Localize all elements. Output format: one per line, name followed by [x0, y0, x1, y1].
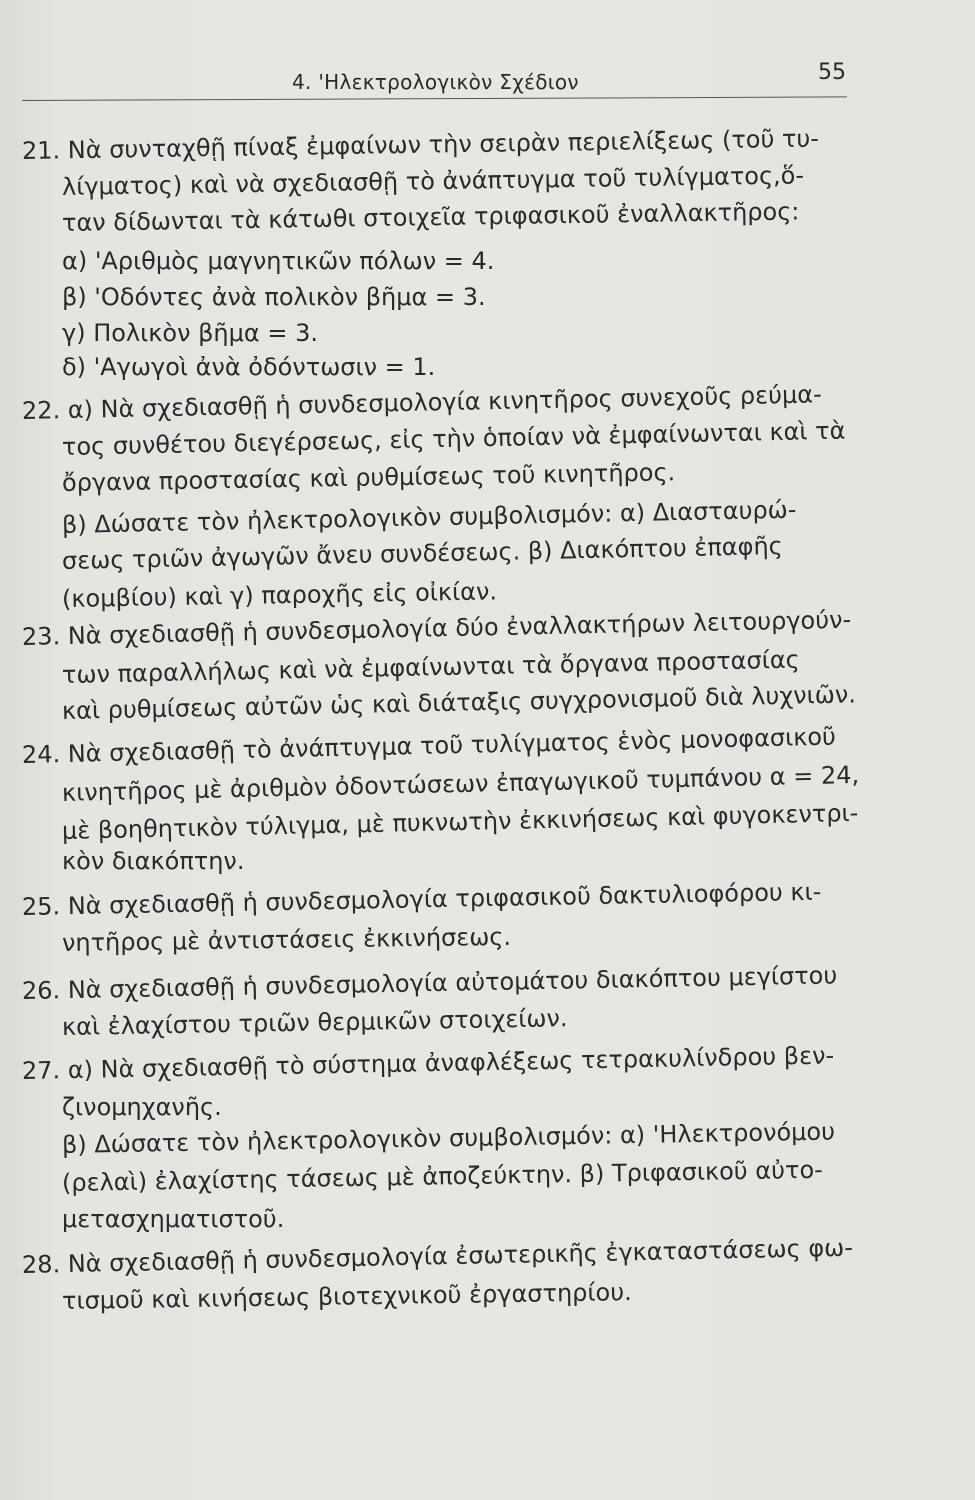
text-line: 26. Νὰ σχεδιασθῇ ἡ συνδεσμολογία αὐτομάτου διακόπτου μεγίστου: [21, 961, 838, 1005]
text-line: 24. Νὰ σχεδιασθῇ τὸ ἀνάπτυγμα τοῦ τυλίγματος ἑνὸς μονοφασικοῦ: [21, 722, 837, 769]
chapter-title: 4. 'Ηλεκτρολογικὸν Σχέδιον: [292, 70, 579, 94]
text-line: των παραλλήλως καὶ νὰ ἐμφαίνωνται τὰ ὄργανα προστασίας: [61, 645, 800, 689]
text-line: γ) Πολικὸν βῆμα = 3.: [62, 319, 318, 347]
text-line: κινητῆρος μὲ ἀριθμὸν ὀδοντώσεων ἐπαγωγικοῦ τυμπάνου α = 24,: [61, 760, 860, 807]
text-line: ζινομηχανῆς.: [62, 1093, 222, 1121]
text-line: β) Δώσατε τὸν ἠλεκτρολογικὸν συμβολισμόν: α) 'Ηλεκτρονόμου: [61, 1117, 836, 1159]
page-number: 55: [818, 60, 846, 85]
text-line: 21. Νὰ συνταχθῇ πίναξ ἐμφαίνων τὴν σειρὰν περιελίξεως (τοῦ τυ-: [21, 124, 820, 165]
text-line: καὶ ἐλαχίστου τριῶν θερμικῶν στοιχείων.: [61, 1004, 568, 1041]
header-rule: [22, 96, 847, 101]
text-line: 27. α) Νὰ σχεδιασθῇ τὸ σύστημα ἀναφλέξεως τετρακυλίνδρου βεν-: [21, 1041, 835, 1085]
text-line: β) Δώσατε τὸν ἠλεκτρολογικὸν συμβολισμόν: α) Διασταυρώ-: [61, 495, 797, 539]
text-line: 22. α) Νὰ σχεδιασθῇ ἡ συνδεσμολογία κινητῆρος συνεχοῦς ρεύμα-: [21, 380, 823, 425]
text-line: μὲ βοηθητικὸν τύλιγμα, μὲ πυκνωτὴν ἐκκινήσεως καὶ φυγοκεντρι-: [61, 798, 859, 845]
text-line: (κομβίου) καὶ γ) παροχῆς εἰς οἰκίαν.: [61, 577, 498, 613]
text-line: ταν δίδωνται τὰ κάτωθι στοιχεῖα τριφασικοῦ ἐναλλακτῆρος:: [61, 197, 800, 237]
text-line: α) 'Αριθμὸς μαγνητικῶν πόλων = 4.: [62, 247, 495, 275]
text-line: δ) 'Αγωγοὶ ἀνὰ ὀδόντωσιν = 1.: [62, 353, 436, 381]
text-line: τος συνθέτου διεγέρσεως, εἰς τὴν ὁποίαν νὰ ἐμφαίνωνται καὶ τὰ: [61, 416, 846, 461]
text-line: μετασχηματιστοῦ.: [62, 1205, 285, 1233]
text-line: β) 'Οδόντες ἀνὰ πολικὸν βῆμα = 3.: [62, 283, 486, 311]
text-line: κὸν διακόπτην.: [62, 847, 245, 875]
text-line: 28. Νὰ σχεδιασθῇ ἡ συνδεσμολογία ἐσωτερικῆς ἐγκαταστάσεως φω-: [21, 1233, 854, 1279]
text-line: σεως τριῶν ἀγωγῶν ἄνευ συνδέσεως. β) Διακόπτου ἐπαφῆς: [61, 531, 783, 575]
text-line: ὄργανα προστασίας καὶ ρυθμίσεως τοῦ κινητῆρος.: [61, 458, 676, 497]
text-line: 23. Νὰ σχεδιασθῇ ἡ συνδεσμολογία δύο ἐναλλακτήρων λειτουργούν-: [21, 605, 852, 651]
text-line: 25. Νὰ σχεδιασθῇ ἡ συνδεσμολογία τριφασικοῦ δακτυλιοφόρου κι-: [21, 877, 822, 921]
text-line: (ρελαὶ) ἐλαχίστης τάσεως μὲ ἀποζεύκτην. β) Τριφασικοῦ αὐτο-: [61, 1155, 824, 1197]
text-line: νητῆρος μὲ ἀντιστάσεις ἐκκινήσεως.: [61, 922, 512, 957]
text-line: τισμοῦ καὶ κινήσεως βιοτεχνικοῦ ἐργαστηρίου.: [61, 1278, 632, 1315]
text-line: λίγματος) καὶ νὰ σχεδιασθῇ τὸ ἀνάπτυγμα τοῦ τυλίγματος,ὅ-: [61, 161, 805, 201]
text-line: καὶ ρυθμίσεως αὐτῶν ὡς καὶ διάταξις συγχρονισμοῦ διὰ λυχνιῶν.: [61, 680, 857, 725]
